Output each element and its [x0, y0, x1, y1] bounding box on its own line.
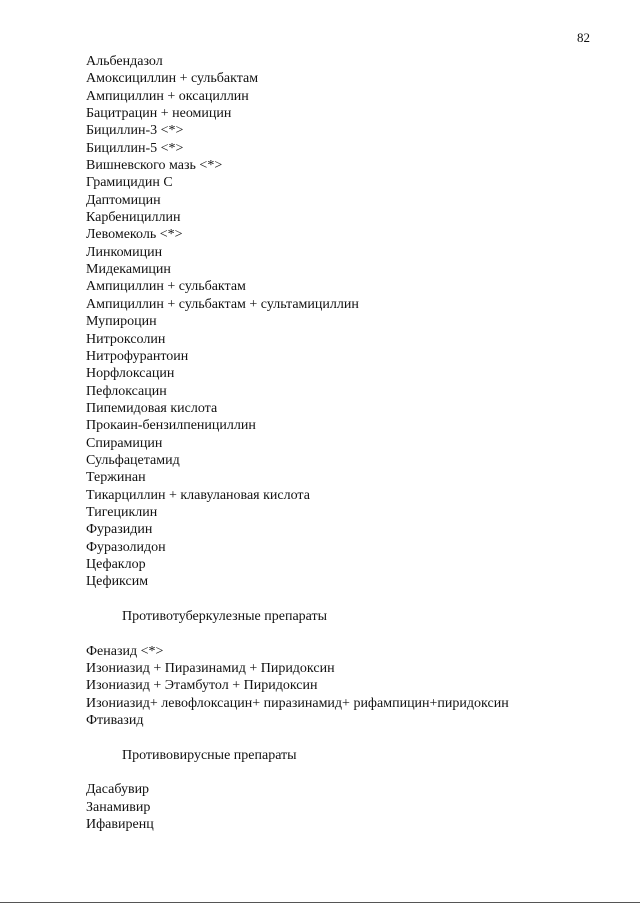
drug-list-item: Даптомицин — [86, 192, 161, 208]
drug-list-item: Нитрофурантоин — [86, 348, 189, 364]
spacer — [86, 729, 626, 746]
document-body — [86, 53, 626, 833]
drug-list-item: Пипемидовая кислота — [86, 400, 218, 416]
drug-list-item: Бициллин-5 <*> — [86, 140, 184, 156]
drug-list-item: Ампициллин + сульбактам — [86, 279, 246, 295]
page-number: 82 — [577, 30, 590, 45]
drug-list-item: Фтивазид — [86, 713, 144, 729]
drug-list-item: Альбендазол — [86, 54, 163, 69]
drug-list-item: Изониазид + Этамбутол + Пиридоксин — [86, 678, 318, 694]
drug-list-item: Нитроксолин — [86, 331, 166, 347]
drug-list-item: Вишневского мазь <*> — [86, 158, 223, 174]
drug-list-item: Карбенициллин — [86, 210, 181, 226]
drug-list-item: Грамицидин С — [86, 175, 173, 191]
drug-list-item: Линкомицин — [86, 244, 163, 260]
drug-list-item: Амоксициллин + сульбактам — [86, 71, 259, 87]
drug-list-item: Мупироцин — [86, 314, 157, 330]
drug-list-item: Сульфацетамид — [86, 452, 180, 468]
drug-list-item: Бацитрацин + неомицин — [86, 106, 232, 122]
drug-list-item: Тикарциллин + клавулановая кислота — [86, 487, 310, 503]
drug-list-item: Цефаклор — [86, 556, 146, 572]
drug-list-item: Тержинан — [86, 470, 146, 486]
drug-list-item: Дасабувир — [86, 782, 150, 798]
drug-list-item: Ампициллин + сульбактам + сультамициллин — [86, 296, 359, 312]
page-bottom-edge — [0, 902, 640, 903]
drug-list-item: Занамивир — [86, 799, 151, 815]
spacer — [86, 764, 626, 781]
drug-list-item: Изониазид+ левофлоксацин+ пиразинамид+ рифампицин+пиридоксин — [86, 695, 509, 711]
tb-drug-list — [86, 643, 626, 730]
drug-list-item: Тигециклин — [86, 504, 158, 520]
drug-list-item: Цефиксим — [86, 574, 149, 590]
drug-list-item: Феназид <*> — [86, 643, 164, 659]
drug-list-item: Ифавиренц — [86, 817, 154, 833]
drug-list-item: Фуразидин — [86, 522, 153, 538]
drug-list-item: Фуразолидон — [86, 539, 166, 555]
drug-list-item: Мидекамицин — [86, 262, 171, 278]
drug-list-item: Бициллин-3 <*> — [86, 123, 184, 139]
antiviral-drug-list — [86, 781, 626, 833]
spacer — [86, 625, 626, 642]
drug-list-item: Спирамицин — [86, 435, 163, 451]
drug-list-item: Ампициллин + оксациллин — [86, 88, 249, 104]
drug-list-item: Пефлоксацин — [86, 383, 167, 399]
antibacterial-drug-list — [86, 53, 626, 591]
spacer — [86, 591, 626, 608]
drug-list-item: Левомеколь <*> — [86, 227, 183, 243]
antiviral-section-heading: Противовирусные препараты — [122, 747, 297, 763]
tb-section-heading: Противотуберкулезные препараты — [122, 609, 328, 624]
drug-list-item: Изониазид + Пиразинамид + Пиридоксин — [86, 661, 335, 677]
drug-list-item: Норфлоксацин — [86, 366, 175, 382]
drug-list-item: Прокаин-бензилпенициллин — [86, 418, 256, 434]
